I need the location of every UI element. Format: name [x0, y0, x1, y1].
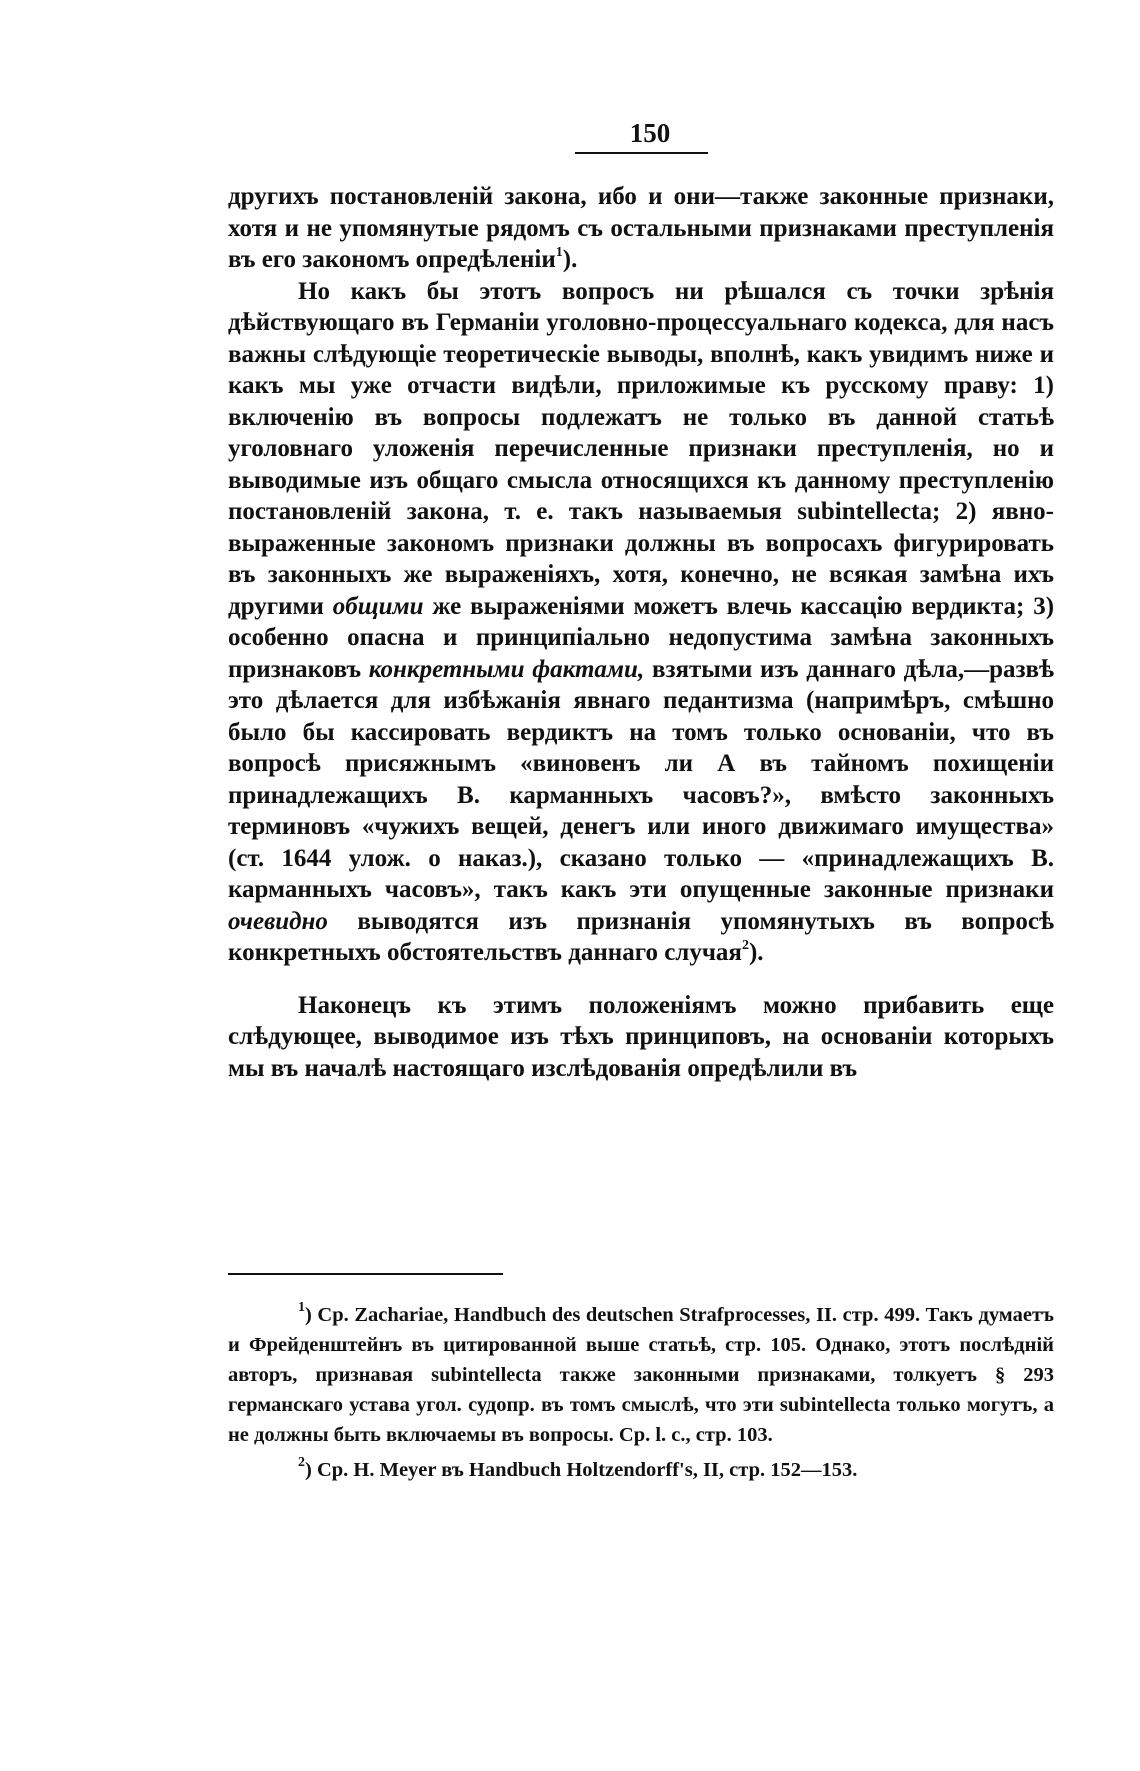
footnotes [228, 1300, 1054, 1485]
page-number-rule [575, 152, 708, 154]
footnote-2-marker: 2 [298, 1455, 305, 1471]
paragraph-1-end: ). [562, 246, 578, 273]
italic-term-1: общими [332, 592, 424, 620]
main-text [228, 181, 1054, 1084]
italic-term-2: конкретными фактами, [368, 655, 645, 683]
footnote-2-text: ) Ср. H. Meyer въ Handbuch Holtzendorff's, II, стр. 152—153. [305, 1459, 858, 1481]
italic-term-3: очевидно [228, 907, 328, 935]
page-number: 150 [629, 118, 671, 148]
footnote-rule [228, 1273, 503, 1275]
paragraph-1-text: другихъ постановленій закона, ибо и они—также законные признаки, хотя и не упомянутые рядомъ съ остальными признаками преступленія въ его закономъ опредѣленіи [228, 183, 1054, 273]
paragraph-3: Наконецъ къ этимъ положеніямъ можно прибавить еще слѣдующее, выводимое изъ тѣхъ принциповъ, на основаніи которыхъ мы въ началѣ настоящаго изслѣдованія опредѣлили въ [228, 991, 1054, 1082]
paragraph-2-text-a: Но какъ бы этотъ вопросъ ни рѣшался съ точки зрѣнія дѣйствующаго въ Германіи уголовно-процессуальнаго кодекса, для насъ важны слѣдующіе теоретическіе выводы, вполнѣ, какъ увидимъ ниже и какъ мы уже отчасти видѣли, приложимые къ русскому праву: 1) включенію въ вопросы подлежатъ не только въ данной статьѣ уголовнаго уложенія перечисленные признаки преступленія, но и выводимые изъ общаго смысла относящихся къ данному преступленію постановленій закона, т. е. такъ называемыя subintellecta; 2) явно-выраженные закономъ признаки должны въ вопросахъ фигурировать въ законныхъ же выраженіяхъ, хотя, конечно, не всякая замѣна ихъ другими [228, 277, 1054, 620]
paragraph-2 [228, 276, 1054, 969]
footnote-2 [228, 1455, 1054, 1485]
footnote-ref-1: 1 [555, 244, 563, 260]
paragraph-2-text-d: выводятся изъ признанія упомянутыхъ въ вопросѣ конкретныхъ обстоятельствъ даннаго случая [228, 907, 1054, 966]
paragraph-2-text-c: взятыми изъ даннаго дѣла,—развѣ это дѣлается для избѣжанія явнаго педантизма (напримѣръ, смѣшно было бы кассировать вердиктъ на томъ только основаніи, что въ вопросѣ присяжнымъ «виновенъ ли А въ тайномъ похищеніи принадлежащихъ В. карманныхъ часовъ?», вмѣсто законныхъ терминовъ «чужихъ вещей, денегъ или иного движимаго имущества» (ст. 1644 улож. о наказ.), сказано только — «принадлежащихъ В. карманныхъ часовъ», такъ какъ эти опущенные законные признаки [228, 655, 1055, 903]
paragraph-1 [228, 181, 1054, 276]
footnote-1-marker: 1 [298, 1300, 305, 1316]
paragraph-2-text-b: же выраженіями можетъ влечь кассацію вердикта; 3) особенно опасна и принципіально недопустима замѣна законныхъ признаковъ [228, 592, 1055, 683]
paragraph-2-end: ). [748, 939, 764, 966]
footnote-ref-2: 2 [741, 937, 749, 953]
footnote-1-text: ) Cp. Zachariae, Handbuch des deutschen Strafprocesses, II. стр. 499. Такъ думаетъ и Фрейденштейнъ въ цитированной выше статьѣ, стр. 105. Однако, этотъ послѣдній авторъ, признавая subintellecta также законными признаками, толкуетъ § 293 германскаго устава угол. судопр. въ томъ смыслѣ, что эти subintellecta только могутъ, а не должны быть включаемы въ вопросы. Ср. l. c., стр. 103. [228, 1304, 1054, 1446]
footnote-1 [228, 1300, 1054, 1450]
